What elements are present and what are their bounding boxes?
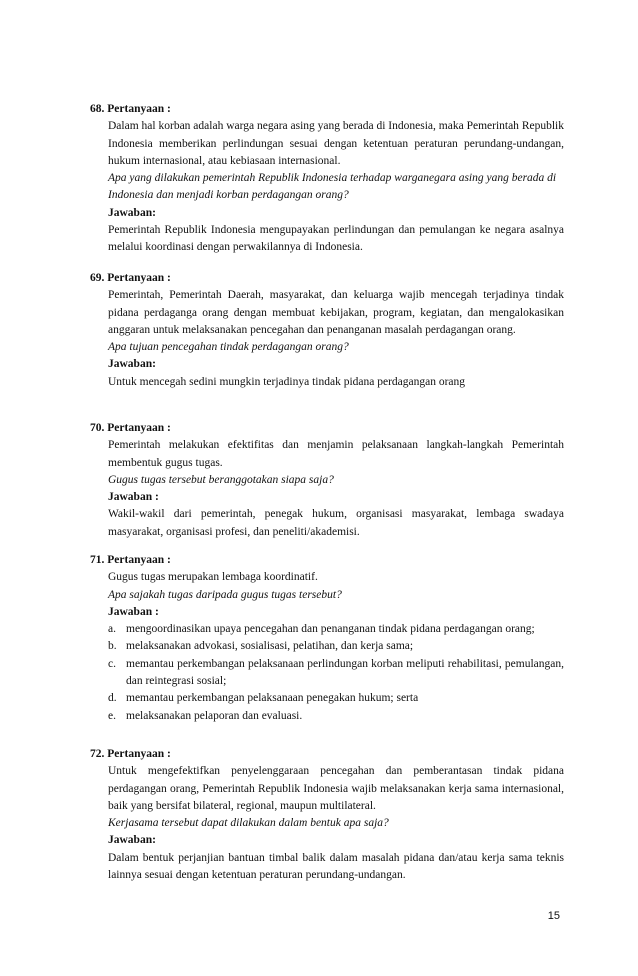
context-text: Dalam hal korban adalah warga negara asing yang berada di Indonesia, maka Pemerintah Republik Indonesia memberikan perlindungan sesuai dengan ketentuan peraturan perundang-undangan, hukum internasional, atau kebiasaan internasional. xyxy=(108,120,564,167)
context-text: Pemerintah, Pemerintah Daerah, masyarakat, dan keluarga wajib mencegah terjadinya tindak pidana perdaganga orang dengan membuat kebijakan, program, kegiatan, dan mengalokasikan anggaran untuk melaksanakan pencegahan dan penanganan masalah perdagangan orang. xyxy=(108,289,564,336)
list-item xyxy=(108,690,564,707)
question-heading: 69. Pertanyaan : xyxy=(90,272,171,284)
qa-item-68 xyxy=(90,101,564,257)
list-marker: b. xyxy=(108,640,117,653)
answer-text: Wakil-wakil dari pemerintah, penegak hukum, organisasi masyarakat, lembaga swadaya masyarakat, organisasi profesi, dan peneliti/akademisi. xyxy=(108,508,564,538)
question-text: Apa tujuan pencegahan tindak perdagangan orang? xyxy=(108,341,349,354)
question-heading: 71. Pertanyaan : xyxy=(90,554,171,566)
list-item-text: mengoordinasikan upaya pencegahan dan penanganan tindak pidana perdagangan orang; xyxy=(126,623,535,636)
question-text: Gugus tugas tersebut beranggotakan siapa saja? xyxy=(108,473,334,486)
list-marker: c. xyxy=(108,657,116,670)
list-item xyxy=(108,621,564,638)
answer-list xyxy=(108,621,564,725)
list-marker: d. xyxy=(108,692,117,705)
list-item xyxy=(108,656,564,691)
list-item-text: melaksanakan pelaporan dan evaluasi. xyxy=(126,709,303,722)
answer-text: Untuk mencegah sedini mungkin terjadinya tindak pidana perdagangan orang xyxy=(108,375,466,388)
list-marker: e. xyxy=(108,709,116,722)
list-item xyxy=(108,638,564,655)
qa-item-72 xyxy=(90,746,564,884)
list-item-text: memantau perkembangan pelaksanaan penegakan hukum; serta xyxy=(126,692,419,705)
context-text: Gugus tugas merupakan lembaga koordinatif. xyxy=(108,571,318,584)
qa-item-71 xyxy=(90,552,564,725)
answer-label: Jawaban : xyxy=(108,491,159,504)
answer-label: Jawaban : xyxy=(108,605,159,618)
question-text: Kerjasama tersebut dapat dilakukan dalam bentuk apa saja? xyxy=(108,817,389,830)
page-number: 15 xyxy=(547,910,560,922)
answer-label: Jawaban: xyxy=(108,358,156,371)
qa-item-70 xyxy=(90,420,564,541)
list-item xyxy=(108,708,564,725)
list-item-text: memantau perkembangan pelaksanaan perlindungan korban meliputi rehabilitasi, pemulangan, dan reintegrasi sosial; xyxy=(126,657,564,688)
question-heading: 72. Pertanyaan : xyxy=(90,748,171,760)
list-marker: a. xyxy=(108,623,116,636)
answer-text: Pemerintah Republik Indonesia mengupayakan perlindungan dan pemulangan ke negara asalnya melalui koordinasi dengan perwakilannya di Indonesia. xyxy=(108,224,564,254)
question-heading: 70. Pertanyaan : xyxy=(90,422,171,434)
context-text: Untuk mengefektifkan penyelenggaraan pencegahan dan pemberantasan tindak pidana perdagangan orang, Pemerintah Republik Indonesia wajib melaksanakan kerja sama internasional, baik yang bersifat bilateral, regional, maupun multilateral. xyxy=(108,765,564,812)
answer-label: Jawaban: xyxy=(108,206,156,219)
context-text: Pemerintah melakukan efektifitas dan menjamin pelaksanaan langkah-langkah Pemerintah membentuk gugus tugas. xyxy=(108,439,564,469)
question-text: Apa sajakah tugas daripada gugus tugas tersebut? xyxy=(108,588,342,601)
question-text: Apa yang dilakukan pemerintah Republik Indonesia terhadap warganegara asing yang berada di Indonesia dan menjadi korban perdagangan orang? xyxy=(108,172,557,202)
qa-item-69 xyxy=(90,270,564,391)
answer-text: Dalam bentuk perjanjian bantuan timbal balik dalam masalah pidana dan/atau kerja sama teknis lainnya sesuai dengan ketentuan peraturan perundang-undangan. xyxy=(108,851,564,882)
answer-label: Jawaban: xyxy=(108,834,156,847)
question-heading: 68. Pertanyaan : xyxy=(90,103,171,115)
list-item-text: melaksanakan advokasi, sosialisasi, pelatihan, dan kerja sama; xyxy=(126,640,414,653)
